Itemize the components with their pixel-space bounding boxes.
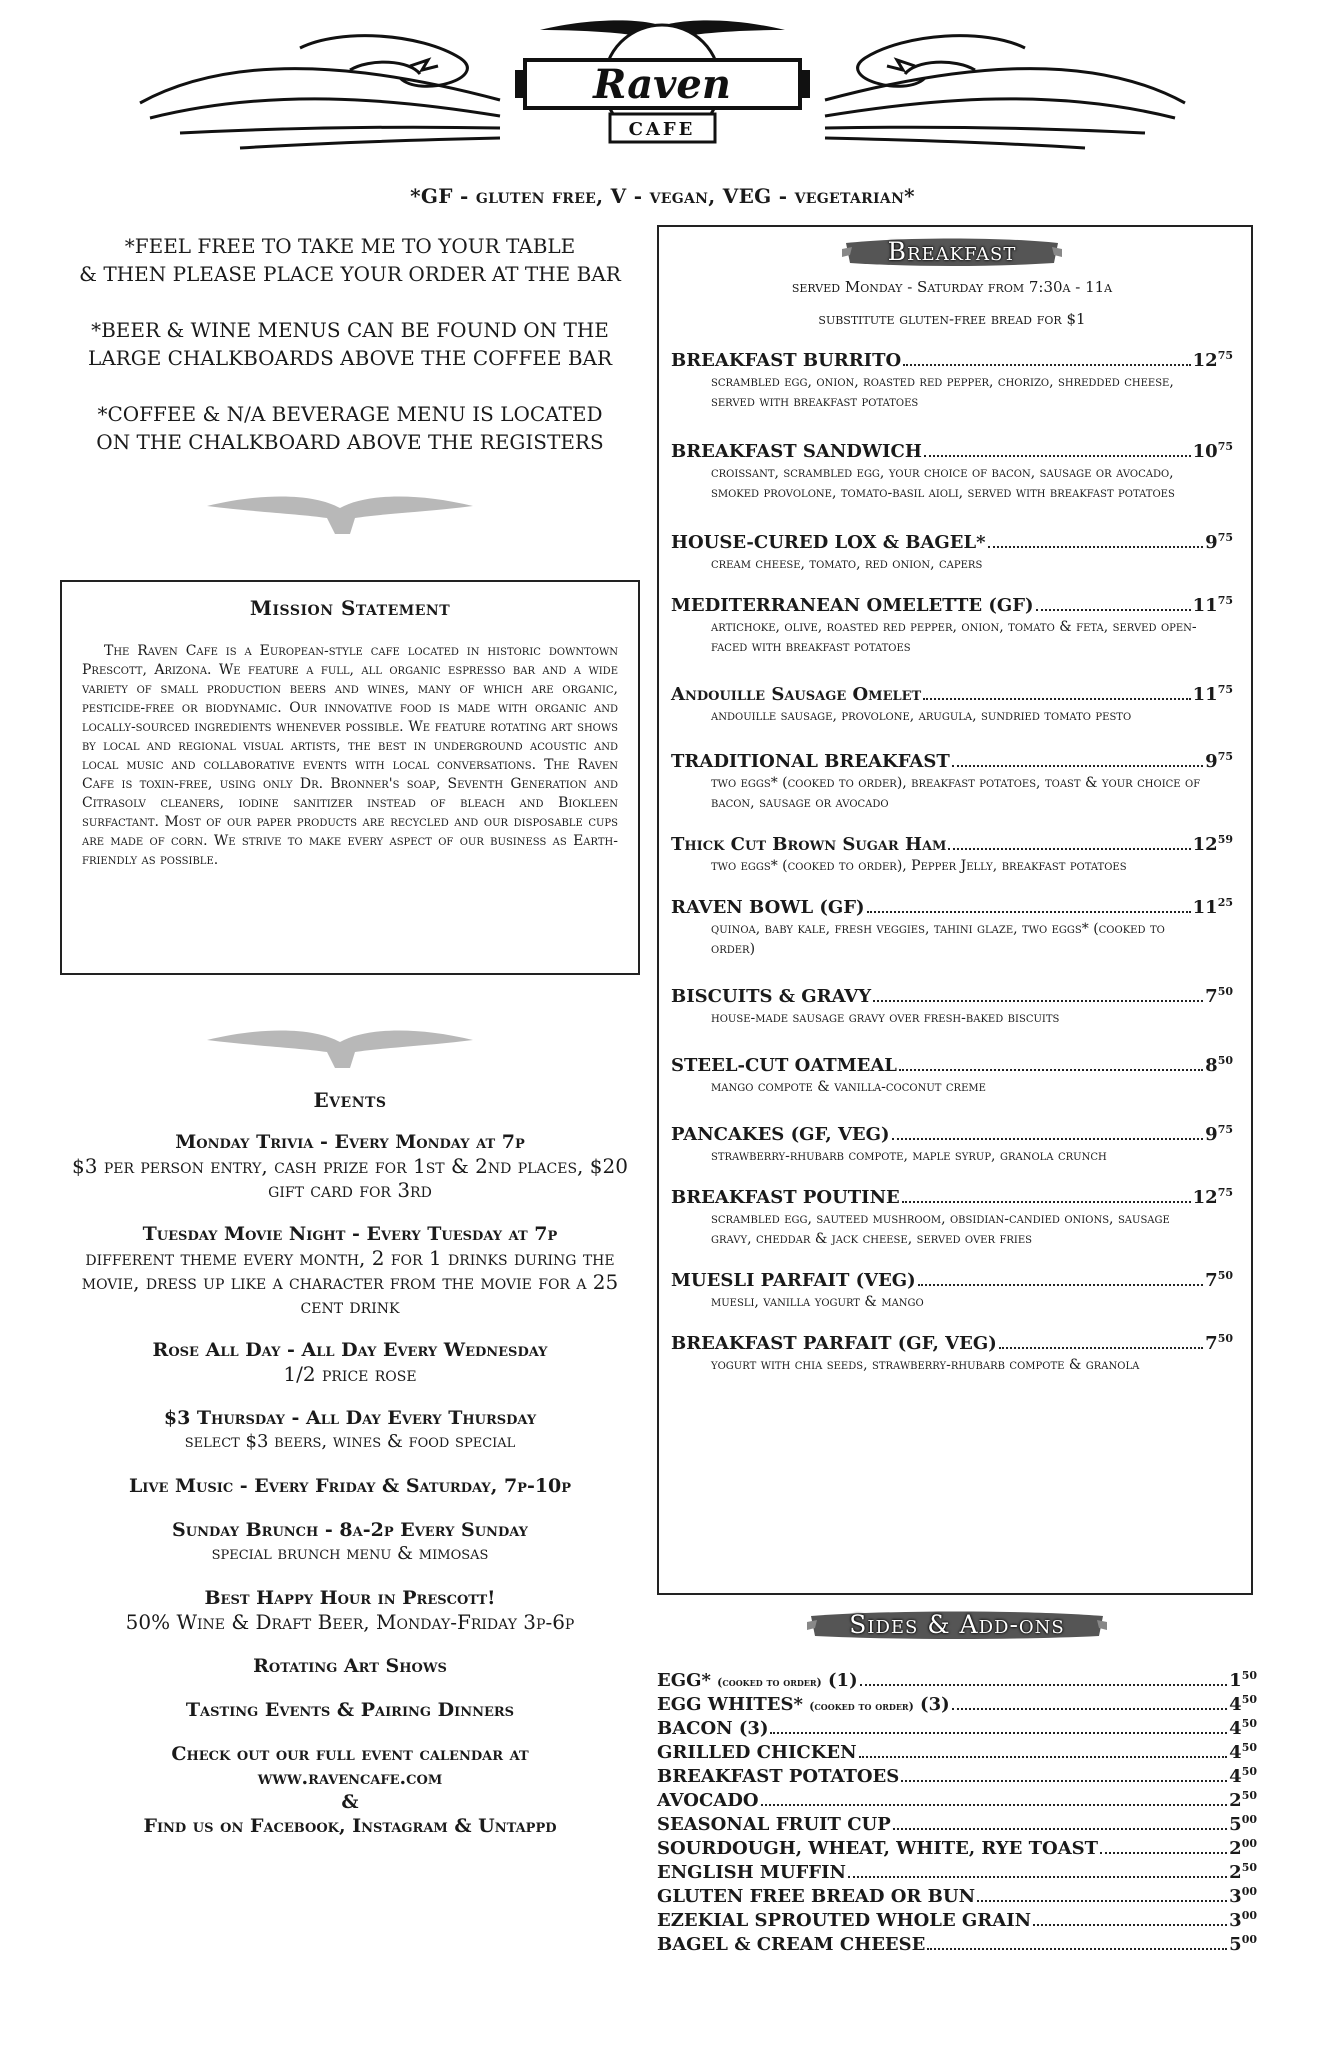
event-art-shows: Rotating Art Shows	[253, 1655, 447, 1677]
side-item: AVOCADO $2^{50}$	[657, 1789, 1257, 1811]
events-title: Events	[313, 1088, 387, 1112]
logo-cafe: CAFE	[628, 119, 696, 140]
menu-item: BREAKFAST POUTINE $12^{75}$ scrambled egg, sauteed mushroom, obsidian-candied onions, sausage gravy, cheddar & jack cheese, served over fries	[671, 1186, 1233, 1247]
event-sunday-brunch: Sunday Brunch - 8a-2p Every Sunday special brunch menu & mimosas	[172, 1519, 528, 1564]
event-thursday: $3 Thursday - All Day Every Thursday select $3 beers, wines & food special	[163, 1407, 537, 1452]
side-item: BAGEL & CREAM CHEESE $5^{00}$	[657, 1933, 1257, 1955]
note-2: *BEER & WINE MENUS CAN BE FOUND ON THE LARGE CHALKBOARDS ABOVE THE COFFEE BAR	[87, 318, 613, 370]
menu-item: BREAKFAST PARFAIT (GF, VEG) $7^{50}$ yogurt with chia seeds, strawberry-rhubarb compote & granola	[671, 1332, 1233, 1373]
sides-list	[657, 1664, 1257, 1955]
side-item: BACON (3) $4^{50}$	[657, 1717, 1257, 1739]
menu-item: STEEL-CUT OATMEAL $8^{50}$ mango compote & vanilla-coconut creme	[671, 1054, 1233, 1095]
side-item: EZEKIAL SPROUTED WHOLE GRAIN $3^{00}$	[657, 1909, 1257, 1931]
side-item: SOURDOUGH, WHEAT, WHITE, RYE TOAST $2^{00}$	[657, 1837, 1257, 1859]
event-tasting: Tasting Events & Pairing Dinners	[185, 1699, 515, 1721]
mission-statement-box	[60, 580, 640, 975]
event-monday-trivia: Monday Trivia - Every Monday at 7p $3 per person entry, cash prize for 1st & 2nd places, $20 gift card for 3rd	[72, 1131, 628, 1202]
raven-bird-icon	[205, 488, 475, 538]
breakfast-menu-box	[657, 225, 1253, 1595]
menu-item: BREAKFAST BURRITO $12^{75}$ scrambled egg, onion, roasted red pepper, chorizo, shredded cheese, served with breakfast potatoes	[671, 349, 1233, 410]
side-item: GLUTEN FREE BREAD OR BUN $3^{00}$	[657, 1885, 1257, 1907]
mission-title: Mission Statement	[249, 596, 451, 620]
raven-bird-icon	[205, 1022, 475, 1072]
side-item: SEASONAL FRUIT CUP $5^{00}$	[657, 1813, 1257, 1835]
website-link[interactable]: www.ravencafe.com	[257, 1767, 443, 1789]
mission-text: The Raven Cafe is a European-style cafe located in historic downtown Prescott, Arizona. We feature a full, all organic espresso bar and a wide variety of small production beers and wines, many of which are organic, pesticide-free or biodynamic. Our innovative food is made with organic and locally-sourced ingredients whenever possible. We feature rotating art shows by local and regional visual artists, the best in underground acoustic and local music and collaborative events with local conversations. The Raven Cafe is toxin-free, using only Dr. Bronner's soap, Seventh Generation and Citrasolv cleaners, iodine sanitizer instead of bleach and Biokleen surfactant. Most of our paper products are recycled and our disposable cups are made of corn. We strive to make every aspect of our business as Earth-friendly as possible.	[82, 643, 618, 868]
raven-cafe-logo	[120, 8, 1205, 178]
event-rose-all-day: Rose All Day - All Day Every Wednesday 1/2 price rose	[152, 1339, 548, 1386]
side-item: ENGLISH MUFFIN $2^{50}$	[657, 1861, 1257, 1883]
menu-item: RAVEN BOWL (GF) $11^{25}$ quinoa, baby kale, fresh veggies, tahini glaze, two eggs* (cooked to order)	[671, 896, 1233, 957]
sides-section	[657, 1608, 1257, 1955]
note-3: *COFFEE & N/A BEVERAGE MENU IS LOCATED ON THE CHALKBOARD ABOVE THE REGISTERS	[96, 402, 604, 454]
menu-item: TRADITIONAL BREAKFAST $9^{75}$ two eggs* (cooked to order), breakfast potatoes, toast & your choice of bacon, sausage or avocado	[671, 750, 1233, 811]
menu-item: HOUSE-CURED LOX & BAGEL* $9^{75}$ cream cheese, tomato, red onion, capers	[671, 531, 1233, 572]
event-happy-hour: Best Happy Hour in Prescott! 50% Wine & Draft Beer, Monday-Friday 3p-6p	[125, 1587, 575, 1634]
menu-item: MEDITERRANEAN OMELETTE (GF) $11^{75}$ artichoke, olive, roasted red pepper, onion, tomato & feta, served open-faced with breakfast potatoes	[671, 594, 1233, 655]
side-item: EGG* (cooked to order) (1) $1^{50}$	[657, 1669, 1257, 1691]
served-hours: served Monday - Saturday from 7:30a - 11a	[791, 278, 1113, 296]
side-item: BREAKFAST POTATOES $4^{50}$	[657, 1765, 1257, 1787]
logo-name: Raven	[593, 61, 731, 108]
menu-item: Andouille Sausage Omelet $11^{75}$ andouille sausage, provolone, arugula, sundried tomato pesto	[671, 683, 1233, 724]
events-section	[60, 1088, 640, 1858]
menu-item: MUESLI PARFAIT (VEG) $7^{50}$ muesli, vanilla yogurt & mango	[671, 1269, 1233, 1310]
events-footer: Check out our full event calendar at www.ravencafe.com & Find us on Facebook, Instagram & Untappd	[60, 1742, 640, 1838]
side-item: GRILLED CHICKEN $4^{50}$	[657, 1741, 1257, 1763]
event-live-music: Live Music - Every Friday & Saturday, 7p-10p	[128, 1475, 572, 1497]
side-item: EGG WHITES* (cooked to order) (3) $4^{50}$	[657, 1693, 1257, 1715]
menu-item: PANCAKES (GF, VEG) $9^{75}$ strawberry-rhubarb compote, maple syrup, granola crunch	[671, 1123, 1233, 1164]
diet-legend: *GF - gluten free, V - vegan, VEG - vegetarian*	[410, 184, 915, 208]
menu-item: BISCUITS & GRAVY $7^{50}$ house-made sausage gravy over fresh-baked biscuits	[671, 985, 1233, 1026]
breakfast-banner: Breakfast	[842, 235, 1062, 269]
menu-item: Thick Cut Brown Sugar Ham $12^{59}$ two eggs* (cooked to order), Pepper Jelly, breakfast potatoes	[671, 833, 1233, 874]
house-notes	[60, 232, 640, 484]
sides-banner: Sides & Add-ons	[807, 1608, 1107, 1642]
gluten-free-substitute: substitute gluten-free bread for $1	[818, 310, 1086, 328]
note-1: *FEEL FREE TO TAKE ME TO YOUR TABLE & THEN PLEASE PLACE YOUR ORDER AT THE BAR	[79, 234, 621, 286]
event-tuesday-movie: Tuesday Movie Night - Every Tuesday at 7p different theme every month, 2 for 1 drinks during the movie, dress up like a character from the movie for a 25 cent drink	[81, 1223, 619, 1318]
menu-item: BREAKFAST SANDWICH $10^{75}$ croissant, scrambled egg, your choice of bacon, sausage or avocado, smoked provolone, tomato-basil aioli, served with breakfast potatoes	[671, 440, 1233, 501]
